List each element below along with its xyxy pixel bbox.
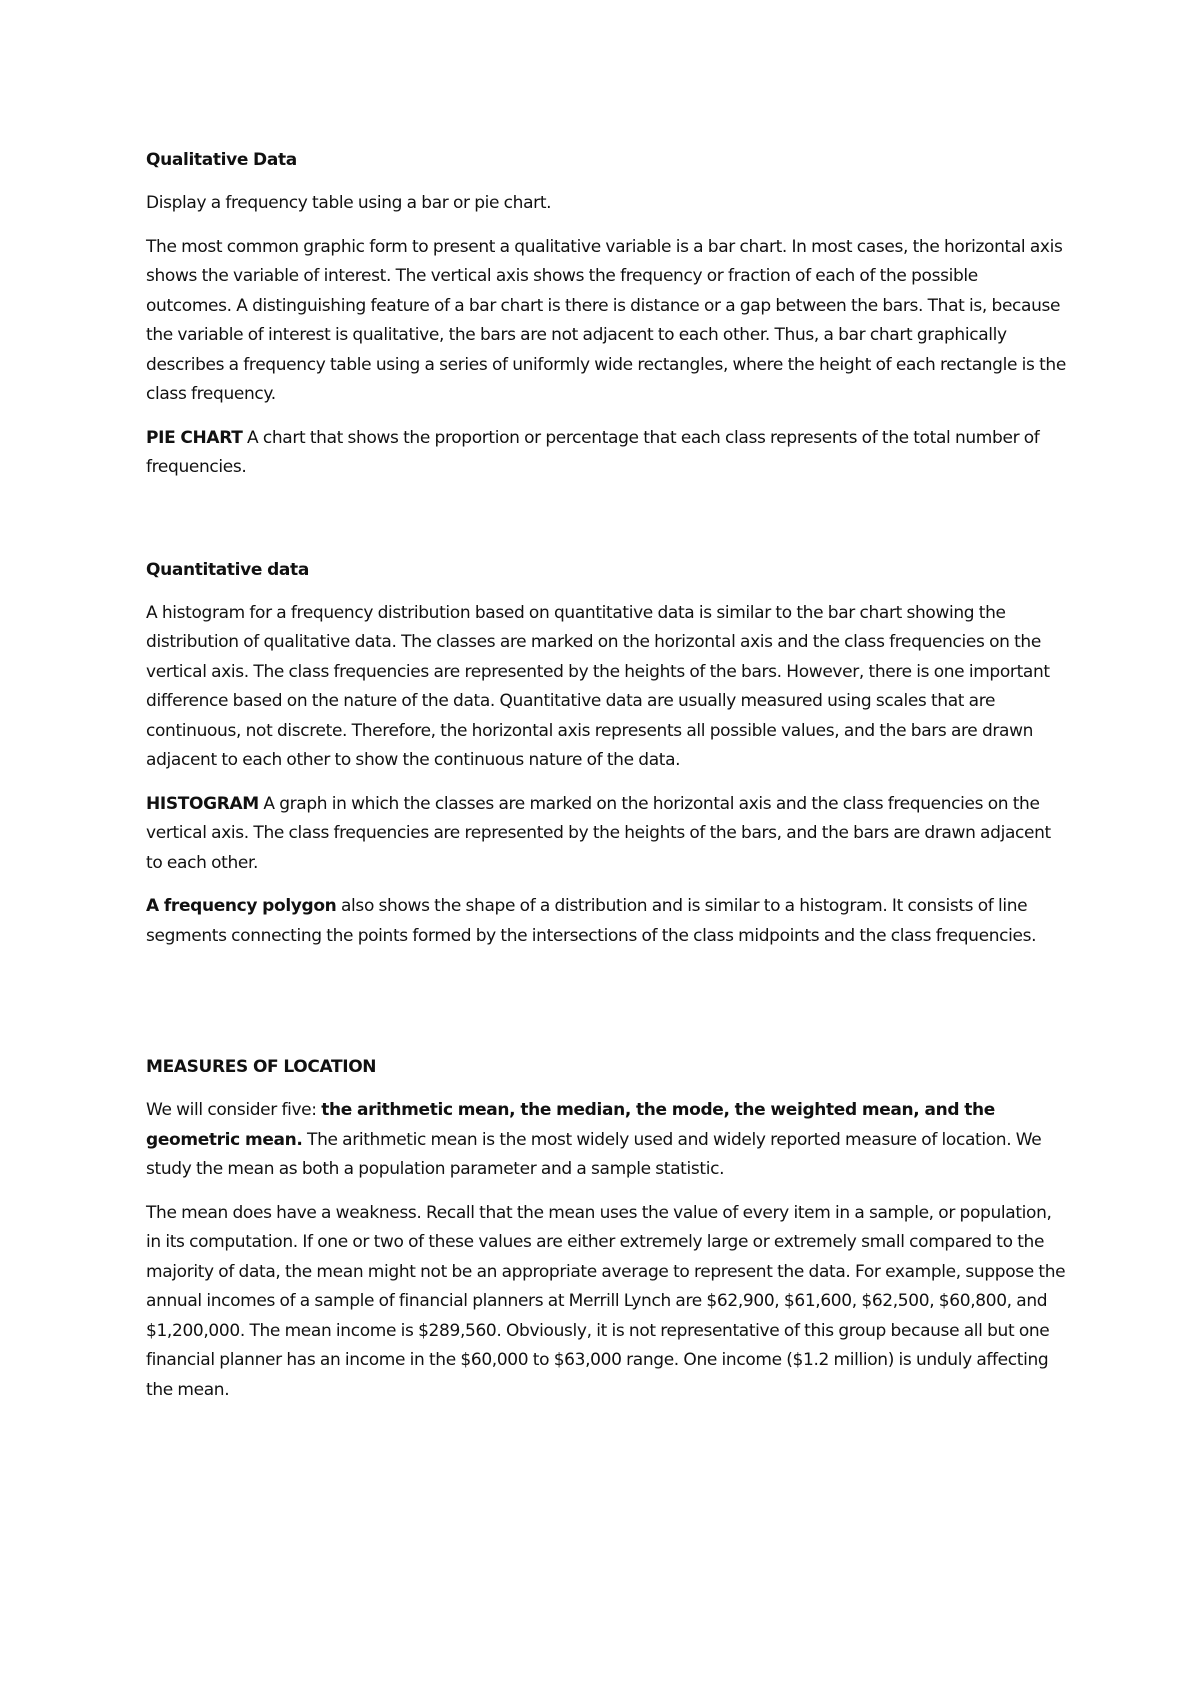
- histogram-definition: [146, 790, 1066, 879]
- frequency-polygon-description: also shows the shape of a distribution and is similar to a histogram. It consists of line segments connecting the points formed by the intersections of the class midpoints and the class frequencies.: [146, 896, 1037, 946]
- measures-intro-rest: The arithmetic mean is the most widely used and widely reported measure of location. We study the mean as both a population parameter and a sample statistic.: [146, 1129, 1042, 1179]
- mean-weakness-paragraph: The mean does have a weakness. Recall that the mean uses the value of every item in a sample, or population, in its computation. If one or two of these values are either extremely large or extremely small compared to the majority of data, the mean might not be an appropriate average to represent the data. For example, suppose the annual incomes of a sample of financial planners at Merrill Lynch are $62,900, $61,600, $62,500, $60,800, and $1,200,000. The mean income is $289,560. Obviously, it is not representative of this group because all but one financial planner has an income in the $60,000 to $63,000 range. One income ($1.2 million) is unduly affecting the mean.: [146, 1202, 1066, 1400]
- histogram-term: HISTOGRAM: [146, 793, 259, 814]
- pie-chart-description: A chart that shows the proportion or percentage that each class represents of the total number of frequencies.: [146, 427, 1040, 477]
- measures-list: the arithmetic mean, the median, the mode, the weighted mean, and the geometric mean.: [146, 1100, 995, 1150]
- pie-chart-definition: [146, 424, 1066, 483]
- heading-quantitative-data: Quantitative data: [146, 559, 309, 580]
- frequency-polygon-term: A frequency polygon: [146, 896, 337, 916]
- qualitative-bar-chart-paragraph: The most common graphic form to present a qualitative variable is a bar chart. In most cases, the horizontal axis shows the variable of interest. The vertical axis shows the frequency or fraction of each of the possible outcomes. A distinguishing feature of a bar chart is there is distance or a gap between the bars. That is, because the variable of interest is qualitative, the bars are not adjacent to each other. Thus, a bar chart graphically describes a frequency table using a series of uniformly wide rectangles, where the height of each rectangle is the class frequency.: [146, 236, 1066, 404]
- quantitative-histogram-paragraph: A histogram for a frequency distribution based on quantitative data is similar to the bar chart showing the distribution of qualitative data. The classes are marked on the horizontal axis and the class frequencies on the vertical axis. The class frequencies are represented by the heights of the bars. However, there is one important difference based on the nature of the data. Quantitative data are usually measured using scales that are continuous, not discrete. Therefore, the horizontal axis represents all possible values, and the bars are drawn adjacent to each other to show the continuous nature of the data.: [146, 602, 1050, 770]
- measures-intro-paragraph: [146, 1096, 1066, 1185]
- heading-measures-of-location: MEASURES OF LOCATION: [146, 1057, 377, 1077]
- measures-intro-lead: We will consider five:: [146, 1100, 322, 1120]
- frequency-polygon-definition: [146, 892, 1066, 951]
- document-body: [146, 146, 1066, 1405]
- heading-qualitative-data: Qualitative Data: [146, 150, 297, 170]
- qualitative-intro: Display a frequency table using a bar or pie chart.: [146, 193, 552, 213]
- histogram-description: A graph in which the classes are marked on the horizontal axis and the class frequencies on the vertical axis. The class frequencies are represented by the heights of the bars, and the bars are drawn adjacent to each other.: [146, 793, 1051, 873]
- pie-chart-term: PIE CHART: [146, 427, 243, 448]
